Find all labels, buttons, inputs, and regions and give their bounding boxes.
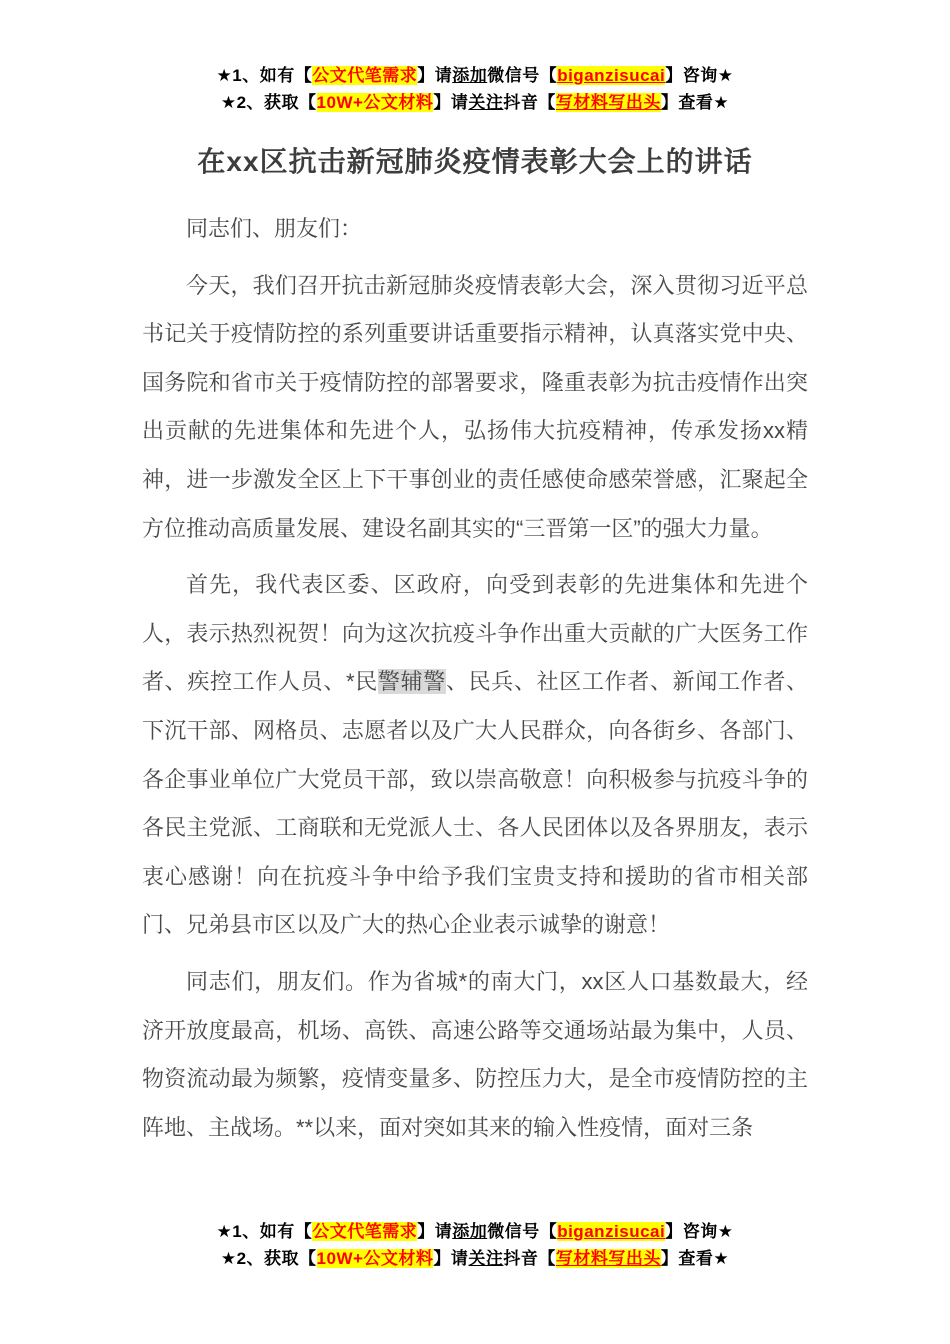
promo-text: 抖音【 [503, 93, 556, 112]
promo-underline-follow: 关注 [468, 1249, 504, 1268]
paragraph-thanks-text: 、民兵、社区工作者、新闻工作者、下沉干部、网格员、志愿者以及广大人民群众，向各街乡、各部门、各企事业单位广大党员干部，致以崇高敬意！向积极参与抗疫斗争的各民主党派、工商联和无党派人士、各人民团体以及各界朋友，表示衷心感谢！向在抗疫斗争中给予我们宝贵支持和援助的省市相关部门、兄弟县市区以及广大的热心企业表示诚挚的谢意！ [142, 669, 808, 938]
promo-text: ★1、如有【 [216, 1222, 313, 1241]
promo-text: 抖音【 [503, 1249, 556, 1268]
footer-promo-line-2 [0, 1245, 950, 1272]
promo-highlight-material: 10W+公文材料 [316, 93, 434, 112]
promo-highlight-service: 公文代笔需求 [312, 1222, 418, 1241]
paragraph-thanks [142, 561, 808, 950]
promo-highlight-material: 10W+公文材料 [316, 1249, 434, 1268]
promo-text: 微信号【 [487, 1222, 558, 1241]
document-title: 在xx区抗击新冠肺炎疫情表彰大会上的讲话 [197, 146, 753, 177]
promo-text: 】查看★ [660, 93, 730, 112]
promo-text: 】请 [433, 93, 469, 112]
paragraph-situation: 同志们，朋友们。作为省城*的南大门，xx区人口基数最大，经济开放度最高，机场、高铁、高速公路等交通场站最为集中，人员、物资流动最为频繁，疫情变量多、防控压力大，是全市疫情防控的主阵地、主战场。**以来，面对突如其来的输入性疫情，面对三条 [142, 968, 808, 1140]
document-body [142, 205, 808, 1160]
paragraph-thanks-text: 首先，我代表区委、区政府，向受到表彰的先进集体和先进个人，表示热烈祝贺！向为这次抗疫斗争作出重大贡献的广大医务工作者、疾控工作人员、*民 [142, 572, 808, 695]
promo-douyin-id: 写材料写出头 [555, 93, 661, 112]
promo-text: 】请 [433, 1249, 469, 1268]
promo-wechat-id: biganzisucai [557, 1222, 666, 1241]
paragraph-opening: 今天，我们召开抗击新冠肺炎疫情表彰大会，深入贯彻习近平总书记关于疫情防控的系列重要讲话重要指示精神，认真落实党中央、国务院和省市关于疫情防控的部署要求，隆重表彰为抗击疫情作出突出贡献的先进集体和先进个人，弘扬伟大抗疫精神，传承发扬xx精神，进一步激发全区上下干事创业的责任感使命感荣誉感，汇聚起全方位推动高质量发展、建设名副其实的“三晋第一区”的强大力量。 [142, 272, 808, 541]
promo-wechat-id: biganzisucai [557, 66, 666, 85]
promo-douyin-id: 写材料写出头 [555, 1249, 661, 1268]
header-promo-line-2 [0, 89, 950, 116]
header-promo-line-1 [0, 62, 950, 89]
paragraph-salutation: 同志们、朋友们： [186, 216, 363, 241]
promo-highlight-service: 公文代笔需求 [312, 66, 418, 85]
promo-text: 】请 [417, 1222, 453, 1241]
promo-underline-add: 添加 [452, 66, 488, 85]
promo-text: ★2、获取【 [220, 1249, 317, 1268]
promo-underline-follow: 关注 [468, 93, 504, 112]
paragraph-thanks-gray-highlight: 警辅警 [377, 669, 446, 695]
promo-text: 微信号【 [487, 66, 558, 85]
promo-text: 】查看★ [660, 1249, 730, 1268]
promo-underline-add: 添加 [452, 1222, 488, 1241]
promo-text: ★1、如有【 [216, 66, 313, 85]
promo-text: 】请 [417, 66, 453, 85]
promo-text: 】咨询★ [665, 66, 734, 85]
promo-text: 】咨询★ [665, 1222, 734, 1241]
footer-promo-line-1 [0, 1218, 950, 1245]
promo-text: ★2、获取【 [220, 93, 317, 112]
header-promo [0, 62, 950, 116]
footer-promo [0, 1218, 950, 1272]
